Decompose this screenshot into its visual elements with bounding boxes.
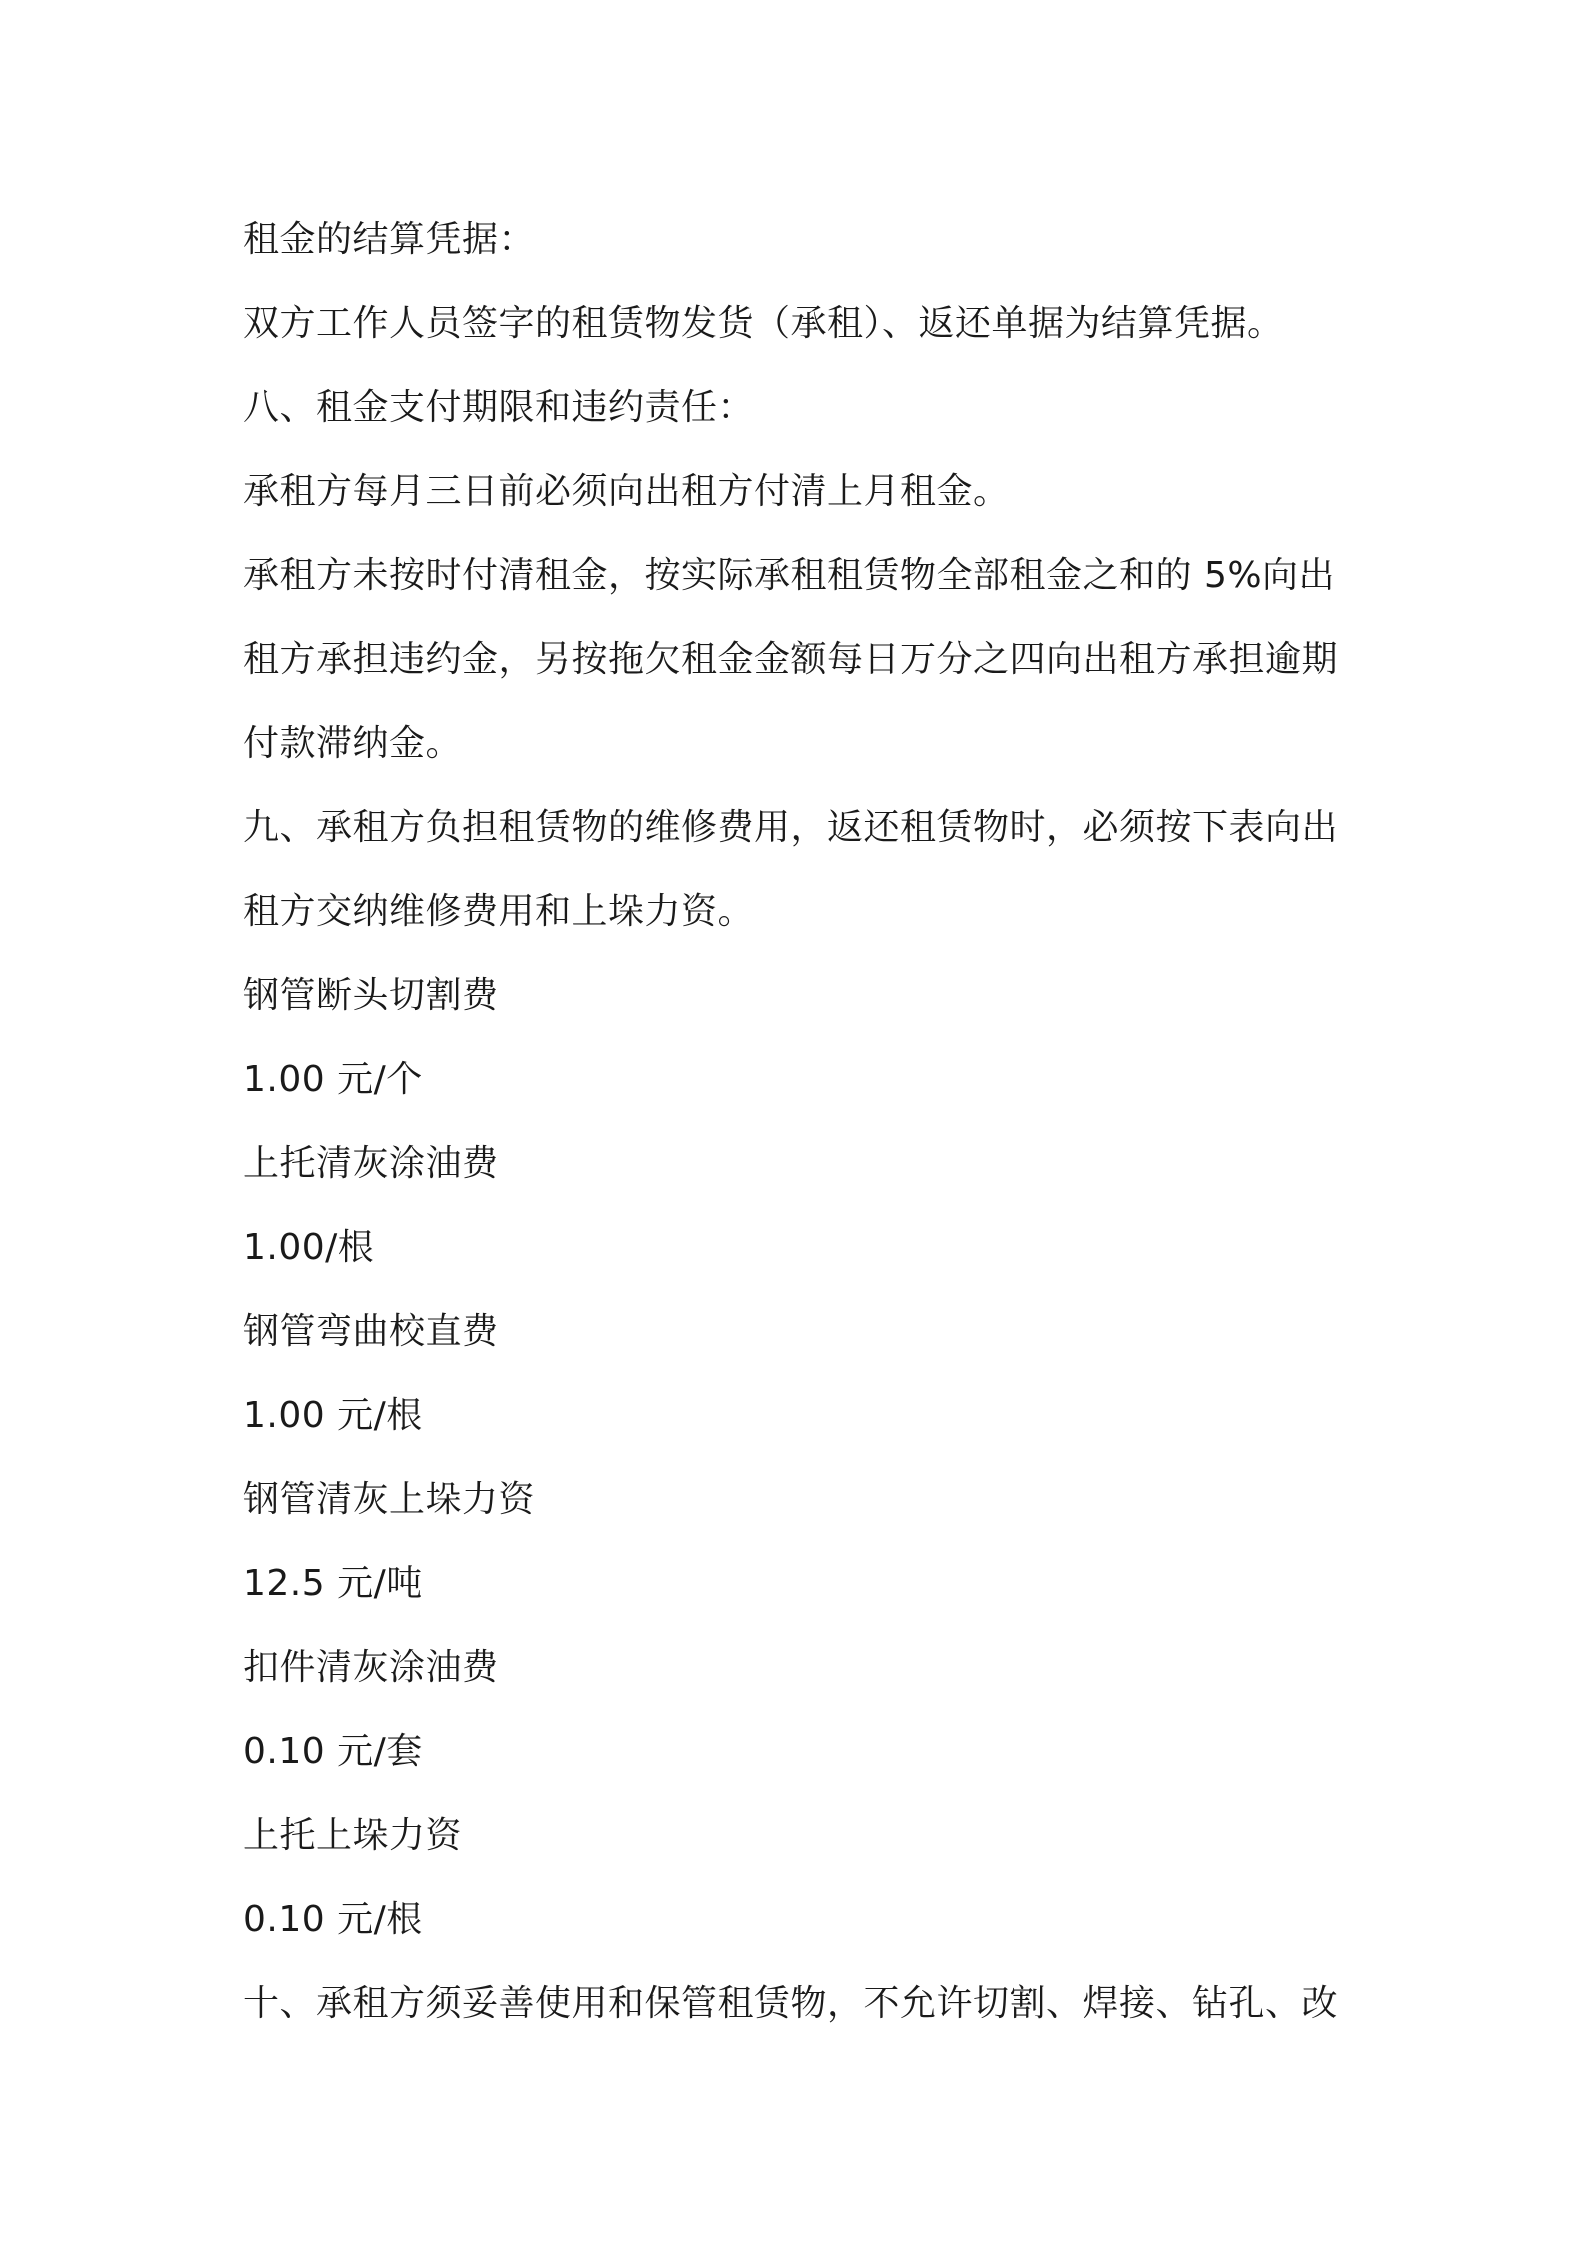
text-line: 1.00/根 [243, 1227, 375, 1268]
text-line: 上托清灰涂油费 [243, 1143, 499, 1184]
text-line: 十、承租方须妥善使用和保管租赁物，不允许切割、焊接、钻孔、改 [243, 1983, 1339, 2024]
text-line: 承租方未按时付清租金，按实际承租租赁物全部租金之和的 5%向出 [243, 555, 1336, 596]
text-line: 租方交纳维修费用和上垛力资。 [243, 891, 755, 932]
text-line: 1.00 元/个 [243, 1059, 423, 1100]
text-line: 0.10 元/根 [243, 1899, 423, 1940]
document-body [243, 198, 1353, 2046]
text-line: 租金的结算凭据： [243, 219, 536, 260]
text-line: 扣件清灰涂油费 [243, 1647, 499, 1688]
text-line: 付款滞纳金。 [243, 723, 463, 764]
text-line: 钢管清灰上垛力资 [243, 1479, 536, 1520]
text-line: 租方承担违约金，另按拖欠租金金额每日万分之四向出租方承担逾期 [243, 639, 1339, 680]
text-line: 双方工作人员签字的租赁物发货（承租）、返还单据为结算凭据。 [243, 303, 1284, 344]
text-line: 0.10 元/套 [243, 1731, 423, 1772]
text-line: 12.5 元/吨 [243, 1563, 423, 1604]
text-line: 承租方每月三日前必须向出租方付清上月租金。 [243, 471, 1010, 512]
text-line: 八、租金支付期限和违约责任： [243, 387, 755, 428]
text-line: 1.00 元/根 [243, 1395, 423, 1436]
text-line: 钢管断头切割费 [243, 975, 499, 1016]
text-line: 钢管弯曲校直费 [243, 1311, 499, 1352]
text-line: 上托上垛力资 [243, 1815, 463, 1856]
text-line: 九、承租方负担租赁物的维修费用，返还租赁物时，必须按下表向出 [243, 807, 1339, 848]
